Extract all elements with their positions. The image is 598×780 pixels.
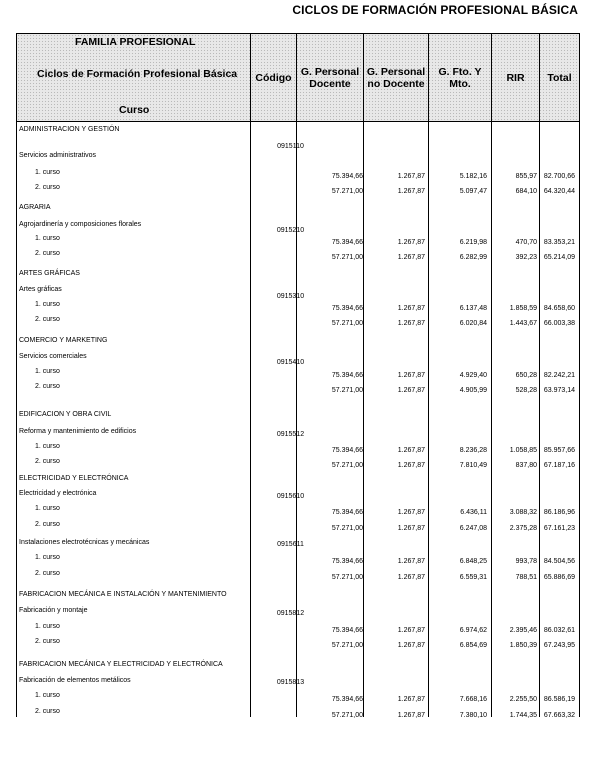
value-total: 67.187,16 — [543, 462, 575, 469]
value-personal-no-docente: 1.267,87 — [397, 447, 425, 454]
value-personal-no-docente: 1.267,87 — [397, 254, 425, 261]
value-fto-mto: 6.219,98 — [459, 239, 487, 246]
value-rir: 1.744,35 — [509, 712, 537, 719]
course-label: 1. curso — [35, 623, 60, 630]
value-total: 82.242,21 — [543, 372, 575, 379]
family-name: ARTES GRÁFICAS — [19, 270, 80, 277]
value-personal-docente: 57.271,00 — [331, 387, 363, 394]
family-name: FABRICACION MECÁNICA Y ELECTRICIDAD Y ELECTRÓNICA — [19, 661, 223, 668]
value-rir: 1.850,39 — [509, 642, 537, 649]
course-label: 2. curso — [35, 521, 60, 528]
value-fto-mto: 6.559,31 — [459, 574, 487, 581]
value-personal-no-docente: 1.267,87 — [397, 372, 425, 379]
value-rir: 3.088,32 — [509, 509, 537, 516]
cycle-code: 0915813 — [276, 679, 305, 686]
cycle-code: 0915310 — [276, 293, 305, 300]
value-personal-docente: 57.271,00 — [331, 188, 363, 195]
value-fto-mto: 7.810,49 — [459, 462, 487, 469]
course-label: 2. curso — [35, 638, 60, 645]
value-personal-no-docente: 1.267,87 — [397, 320, 425, 327]
value-personal-no-docente: 1.267,87 — [397, 173, 425, 180]
cycle-name: Fabricación de elementos metálicos — [19, 677, 131, 684]
value-personal-no-docente: 1.267,87 — [397, 509, 425, 516]
value-rir: 684,10 — [515, 188, 537, 195]
value-personal-docente: 75.394,66 — [331, 558, 363, 565]
header-personal-docente: G. Personal Docente — [300, 65, 360, 90]
header-fto-mto: G. Fto. Y Mto. — [438, 65, 482, 90]
value-personal-docente: 75.394,66 — [331, 305, 363, 312]
cycle-name: Electricidad y electrónica — [19, 490, 97, 497]
table — [16, 33, 580, 717]
value-total: 83.353,21 — [543, 239, 575, 246]
column-divider — [250, 33, 251, 717]
cycle-code: 0915110 — [277, 143, 304, 150]
course-label: 1. curso — [35, 169, 60, 176]
cycle-name: Servicios comerciales — [19, 353, 87, 360]
value-total: 82.700,66 — [543, 173, 575, 180]
value-rir: 2.375,28 — [509, 525, 537, 532]
cycle-name: Instalaciones electrotécnicas y mecánicas — [19, 539, 150, 546]
value-personal-docente: 75.394,66 — [331, 627, 363, 634]
value-total: 67.243,95 — [543, 642, 575, 649]
cycle-code: 0915210 — [276, 227, 305, 234]
value-fto-mto: 6.436,11 — [460, 509, 487, 516]
value-personal-no-docente: 1.267,87 — [397, 239, 425, 246]
value-rir: 1.058,85 — [509, 447, 537, 454]
value-rir: 2.395,46 — [509, 627, 537, 634]
header-curso: Curso — [119, 104, 150, 116]
value-fto-mto: 4.929,40 — [459, 372, 487, 379]
value-personal-docente: 57.271,00 — [331, 574, 363, 581]
value-fto-mto: 6.854,69 — [459, 642, 487, 649]
course-label: 2. curso — [35, 383, 60, 390]
value-rir: 855,97 — [515, 173, 537, 180]
value-rir: 837,80 — [515, 462, 537, 469]
value-rir: 2.255,50 — [509, 696, 537, 703]
table-header — [17, 33, 579, 122]
course-label: 2. curso — [35, 458, 60, 465]
value-personal-docente: 57.271,00 — [331, 712, 363, 719]
header-ciclos: Ciclos de Formación Profesional Básica — [37, 68, 238, 80]
value-total: 67.161,23 — [543, 525, 575, 532]
family-name: ELECTRICIDAD Y ELECTRÓNICA — [19, 475, 129, 482]
value-total: 65.886,69 — [543, 574, 575, 581]
cycle-name: Fabricación y montaje — [19, 607, 88, 614]
course-label: 2. curso — [35, 570, 60, 577]
cycle-code: 0915512 — [276, 431, 305, 438]
value-personal-no-docente: 1.267,87 — [397, 462, 425, 469]
family-name: FABRICACION MECÁNICA E INSTALACIÓN Y MANTENIMIENTO — [19, 591, 227, 598]
value-personal-no-docente: 1.267,87 — [397, 188, 425, 195]
value-fto-mto: 6.247,08 — [459, 525, 487, 532]
family-name: EDIFICACION Y OBRA CIVIL — [19, 411, 112, 418]
value-rir: 993,78 — [515, 558, 537, 565]
page-title: CICLOS DE FORMACIÓN PROFESIONAL BÁSICA — [292, 3, 578, 17]
value-personal-no-docente: 1.267,87 — [397, 627, 425, 634]
cycle-code: 0915610 — [276, 493, 305, 500]
course-label: 1. curso — [35, 505, 60, 512]
header-codigo: Código — [255, 71, 292, 84]
family-name: AGRARIA — [19, 204, 51, 211]
value-rir: 1.858,59 — [509, 305, 537, 312]
value-fto-mto: 7.668,16 — [459, 696, 487, 703]
value-total: 84.504,56 — [543, 558, 575, 565]
value-total: 86.186,96 — [543, 509, 575, 516]
value-total: 63.973,14 — [543, 387, 575, 394]
value-fto-mto: 6.137,48 — [459, 305, 487, 312]
value-personal-no-docente: 1.267,87 — [397, 525, 425, 532]
cycle-code: 0915812 — [276, 610, 305, 617]
value-rir: 470,70 — [515, 239, 537, 246]
value-rir: 1.443,67 — [509, 320, 537, 327]
cycle-code: 0915611 — [277, 541, 304, 548]
value-personal-docente: 75.394,66 — [331, 239, 363, 246]
value-total: 84.658,60 — [543, 305, 575, 312]
value-rir: 788,51 — [515, 574, 537, 581]
value-fto-mto: 5.182,16 — [459, 173, 487, 180]
value-fto-mto: 6.282,99 — [459, 254, 487, 261]
value-personal-no-docente: 1.267,87 — [397, 642, 425, 649]
value-total: 86.032,61 — [543, 627, 575, 634]
value-personal-no-docente: 1.267,87 — [397, 696, 425, 703]
value-personal-docente: 57.271,00 — [331, 254, 363, 261]
value-fto-mto: 7.380,10 — [459, 712, 487, 719]
value-personal-docente: 75.394,66 — [331, 696, 363, 703]
value-rir: 392,23 — [515, 254, 537, 261]
value-rir: 528,28 — [515, 387, 537, 394]
cycle-code: 0915410 — [276, 359, 305, 366]
course-label: 1. curso — [35, 692, 60, 699]
value-fto-mto: 5.097,47 — [459, 188, 487, 195]
family-name: COMERCIO Y MARKETING — [19, 337, 108, 344]
value-total: 66.003,38 — [543, 320, 575, 327]
cycle-name: Agrojardinería y composiciones florales — [19, 221, 142, 228]
value-personal-docente: 75.394,66 — [331, 447, 363, 454]
value-fto-mto: 6.848,25 — [459, 558, 487, 565]
value-total: 65.214,09 — [543, 254, 575, 261]
course-label: 1. curso — [35, 554, 60, 561]
value-personal-docente: 57.271,00 — [331, 642, 363, 649]
value-personal-no-docente: 1.267,87 — [397, 387, 425, 394]
course-label: 1. curso — [35, 368, 60, 375]
value-total: 67.663,32 — [543, 712, 575, 719]
value-personal-docente: 57.271,00 — [331, 320, 363, 327]
course-label: 1. curso — [35, 301, 60, 308]
value-personal-docente: 75.394,66 — [331, 173, 363, 180]
value-personal-no-docente: 1.267,87 — [397, 712, 425, 719]
value-fto-mto: 4.905,99 — [459, 387, 487, 394]
value-rir: 650,28 — [515, 372, 537, 379]
value-personal-no-docente: 1.267,87 — [397, 558, 425, 565]
value-fto-mto: 6.020,84 — [459, 320, 487, 327]
value-personal-docente: 75.394,66 — [331, 509, 363, 516]
cycle-name: Artes gráficas — [19, 286, 62, 293]
value-personal-no-docente: 1.267,87 — [397, 305, 425, 312]
value-total: 85.957,66 — [543, 447, 575, 454]
cycle-name: Servicios administrativos — [19, 152, 97, 159]
value-total: 64.320,44 — [543, 188, 575, 195]
header-total: Total — [547, 71, 572, 84]
header-familia: FAMILIA PROFESIONAL — [75, 36, 196, 48]
family-name: ADMINISTRACION Y GESTIÓN — [19, 126, 120, 133]
value-personal-docente: 75.394,66 — [331, 372, 363, 379]
course-label: 2. curso — [35, 708, 60, 715]
cycle-name: Reforma y mantenimiento de edificios — [19, 428, 137, 435]
value-personal-no-docente: 1.267,87 — [397, 574, 425, 581]
course-label: 2. curso — [35, 250, 60, 257]
header-rir: RIR — [506, 71, 525, 84]
value-personal-docente: 57.271,00 — [331, 525, 363, 532]
value-total: 86.586,19 — [543, 696, 575, 703]
value-fto-mto: 6.974,62 — [459, 627, 487, 634]
course-label: 1. curso — [35, 443, 60, 450]
value-fto-mto: 8.236,28 — [459, 447, 487, 454]
course-label: 2. curso — [35, 316, 60, 323]
course-label: 2. curso — [35, 184, 60, 191]
value-personal-docente: 57.271,00 — [331, 462, 363, 469]
course-label: 1. curso — [35, 235, 60, 242]
header-personal-no-docente: G. Personal no Docente — [366, 65, 426, 90]
